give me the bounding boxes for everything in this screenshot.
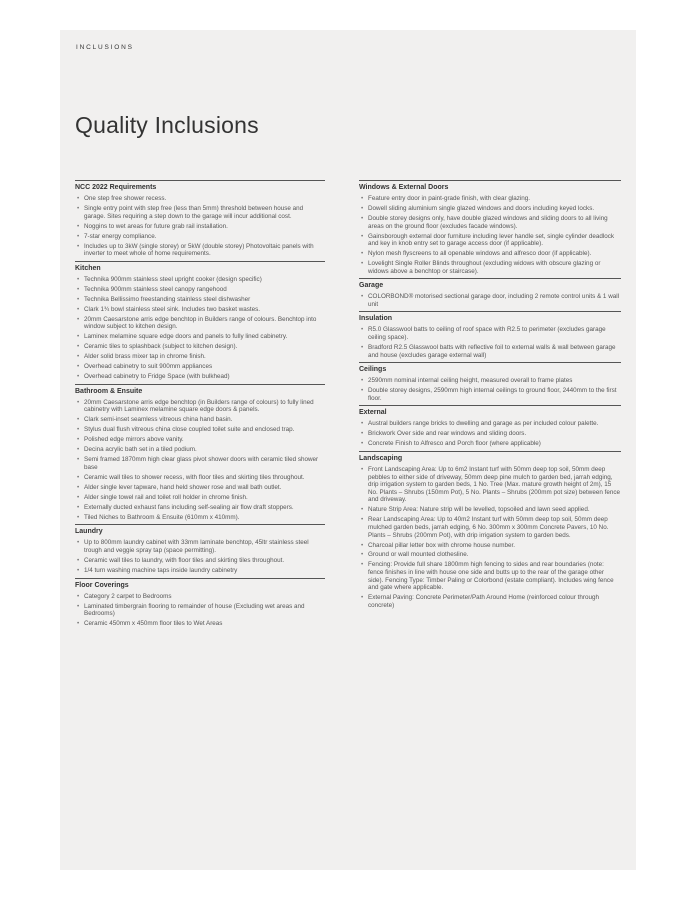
inclusion-item: • Concrete Finish to Alfresco and Porch floor (where applicable): [359, 440, 621, 448]
inclusion-list: [75, 195, 325, 258]
inclusion-item: • Overhead cabinetry to suit 900mm appliances: [75, 363, 325, 371]
section-external: [359, 405, 621, 448]
inclusion-item: • Technika 900mm stainless steel canopy rangehood: [75, 286, 325, 294]
section-heading: NCC 2022 Requirements: [75, 180, 325, 195]
inclusion-item: • Ceramic wall tiles to laundry, with floor tiles and skirting tiles throughout.: [75, 557, 325, 565]
inclusion-item: • 1/4 turn washing machine taps inside laundry cabinetry: [75, 567, 325, 575]
section-landscaping: [359, 451, 621, 609]
inclusion-item: • Externally ducted exhaust fans including self-sealing air flow draft stoppers.: [75, 504, 325, 512]
inclusions-page: [60, 30, 636, 870]
inclusion-item: • Laminex melamine square edge doors and panels to fully lined cabinetry.: [75, 333, 325, 341]
inclusion-list: [359, 377, 621, 402]
inclusion-list: [75, 276, 325, 381]
inclusion-item: • Austral builders range bricks to dwelling and garage as per included colour palette.: [359, 420, 621, 428]
inclusion-item: • Technika 900mm stainless steel upright cooker (design specific): [75, 276, 325, 284]
inclusion-item: • Gainsborough external door furniture including lever handle set, single cylinder deadlock and key in knob entry set to garage access door (if applicable).: [359, 233, 621, 248]
section-garage: [359, 278, 621, 308]
inclusion-list: [75, 399, 325, 522]
inclusion-item: • 20mm Caesarstone arris edge benchtop (in Builders range of colours) to fully lined cabinetry with Laminex melamine square edge doors & panels.: [75, 399, 325, 414]
inclusion-item: • Charcoal pillar letter box with chrome house number.: [359, 542, 621, 550]
inclusion-item: • Up to 800mm laundry cabinet with 33mm laminate benchtop, 45ltr stainless steel trough and veggie spray tap (space permitting).: [75, 539, 325, 554]
inclusion-item: • Bradford R2.5 Glasswool batts with reflective foil to external walls & wall between garage and house (excludes garage external wall): [359, 344, 621, 359]
inclusion-item: • 20mm Caesarstone arris edge benchtop in Builders range of colours. Benchtop into window subject to kitchen design.: [75, 316, 325, 331]
inclusion-item: • Alder single lever tapware, hand held shower rose and wall bath outlet.: [75, 484, 325, 492]
section-laundry: [75, 524, 325, 574]
section-heading: Windows & External Doors: [359, 180, 621, 195]
inclusion-item: • Single entry point with step free (less than 5mm) threshold between house and garage. Sites requiring a step down to the garage will incur additional cost.: [75, 205, 325, 220]
inclusion-item: • Clark semi-inset seamless vitreous china hand basin.: [75, 416, 325, 424]
inclusion-item: • Double storey designs, 2590mm high internal ceilings to ground floor, 2440mm to the first floor.: [359, 387, 621, 402]
inclusion-list: [75, 539, 325, 574]
inclusion-list: [359, 195, 621, 275]
inclusion-item: • Ceramic wall tiles to shower recess, with floor tiles and skirting tiles throughout.: [75, 474, 325, 482]
section-ncc-2022-requirements: [75, 180, 325, 258]
inclusion-item: • Ceramic tiles to splashback (subject to kitchen design).: [75, 343, 325, 351]
page-title: Quality Inclusions: [75, 112, 259, 138]
section-ceilings: [359, 362, 621, 402]
inclusion-item: • COLORBOND® motorised sectional garage door, including 2 remote control units & 1 wall unit: [359, 293, 621, 308]
inclusion-list: [359, 293, 621, 308]
inclusion-item: • Alder solid brass mixer tap in chrome finish.: [75, 353, 325, 361]
inclusion-item: • Ceramic 450mm x 450mm floor tiles to Wet Areas: [75, 620, 325, 628]
inclusion-item: • Alder single towel rail and toilet roll holder in chrome finish.: [75, 494, 325, 502]
section-windows-and-external-doors: [359, 180, 621, 275]
inclusion-list: [75, 593, 325, 628]
inclusion-item: • Includes up to 3kW (single storey) or 5kW (double storey) Photovoltaic panels with inverter to meet whole of home requirements.: [75, 243, 325, 258]
inclusion-item: • Overhead cabinetry to Fridge Space (with bulkhead): [75, 373, 325, 381]
inclusion-item: • Fencing: Provide full share 1800mm high fencing to sides and rear boundaries (note: fence finishes in line with house one side and butts up to the rear of the garage other side). Fencing Type: Timber Paling or Colorbond (estate compliant). Includes wing fence and gate where applicable.: [359, 561, 621, 591]
inclusion-item: • One step free shower recess.: [75, 195, 325, 203]
section-kitchen: [75, 261, 325, 381]
inclusion-item: • Decina acrylic bath set in a tiled podium.: [75, 446, 325, 454]
inclusion-item: • Category 2 carpet to Bedrooms: [75, 593, 325, 601]
section-heading: Ceilings: [359, 362, 621, 377]
inclusion-item: • Polished edge mirrors above vanity.: [75, 436, 325, 444]
right-column: [359, 180, 621, 612]
inclusion-item: • Noggins to wet areas for future grab rail installation.: [75, 223, 325, 231]
inclusion-item: • Rear Landscaping Area: Up to 40m2 Instant turf with 50mm deep top soil, 50mm deep mulched garden beds, jarrah edging, 6 No. 300mm x 300mm Concrete Pavers, 10 No. Plants – Shrubs (200mm Pot), with drip irrigation system to garden beds.: [359, 516, 621, 539]
section-heading: Bathroom & Ensuite: [75, 384, 325, 399]
inclusion-item: • Ground or wall mounted clothesline.: [359, 551, 621, 559]
section-heading: Landscaping: [359, 451, 621, 466]
inclusion-item: • Clark 1¾ bowl stainless steel sink. Includes two basket wastes.: [75, 306, 325, 314]
section-bathroom-and-ensuite: [75, 384, 325, 522]
section-heading: Kitchen: [75, 261, 325, 276]
section-floor-coverings: [75, 578, 325, 628]
inclusion-item: • Feature entry door in paint-grade finish, with clear glazing.: [359, 195, 621, 203]
section-insulation: [359, 311, 621, 359]
inclusion-item: • Dowell sliding aluminium single glazed windows and doors including keyed locks.: [359, 205, 621, 213]
inclusion-item: • R5.0 Glasswool batts to ceiling of roof space with R2.5 to perimeter (excludes garage ceiling space).: [359, 326, 621, 341]
inclusion-item: • Double storey designs only, have double glazed windows and sliding doors to all living areas on the ground floor (excludes facade windows).: [359, 215, 621, 230]
section-heading: Garage: [359, 278, 621, 293]
inclusion-item: • Front Landscaping Area: Up to 6m2 Instant turf with 50mm deep top soil, 50mm deep pebbles to either side of driveway, 50mm deep pine mulch to garden bed, jarrah edging, drip irrigation system to garden beds, 1 No. Tree (Max. mature growth height of 2m), 15 No. Plants – Shrubs (150mm Pot), 5 No. Plants – Shrubs (200mm pot size) between fence and driveway.: [359, 466, 621, 504]
inclusion-item: • Nylon mesh flyscreens to all openable windows and alfresco door (if applicable).: [359, 250, 621, 258]
inclusion-list: [359, 466, 621, 609]
inclusion-item: • Semi framed 1870mm high clear glass pivot shower doors with ceramic tiled shower base: [75, 456, 325, 471]
inclusion-item: • Tiled Niches to Bathroom & Ensuite (610mm x 410mm).: [75, 514, 325, 522]
inclusion-item: • Brickwork Over side and rear windows and sliding doors.: [359, 430, 621, 438]
inclusion-item: • Technika Bellissimo freestanding stainless steel dishwasher: [75, 296, 325, 304]
inclusion-item: • Laminated timbergrain flooring to remainder of house (Excluding wet areas and Bedrooms): [75, 603, 325, 618]
section-heading: Floor Coverings: [75, 578, 325, 593]
inclusion-list: [359, 326, 621, 359]
inclusion-item: • 7-star energy compliance.: [75, 233, 325, 241]
inclusion-item: • Stylus dual flush vitreous china close coupled toilet suite and enclosed trap.: [75, 426, 325, 434]
inclusion-item: • 2590mm nominal internal ceiling height, measured overall to frame plates: [359, 377, 621, 385]
inclusion-item: • Nature Strip Area: Nature strip will be levelled, topsoiled and lawn seed applied.: [359, 506, 621, 514]
section-heading: Laundry: [75, 524, 325, 539]
inclusion-item: • Lovelight Single Roller Blinds throughout (excluding widows with obscure glazing or widows above a benchtop or staircase).: [359, 260, 621, 275]
section-heading: Insulation: [359, 311, 621, 326]
section-heading: External: [359, 405, 621, 420]
inclusion-list: [359, 420, 621, 448]
left-column: [75, 180, 325, 631]
inclusion-item: • External Paving: Concrete Perimeter/Path Around Home (reinforced colour through concrete): [359, 594, 621, 609]
section-eyebrow: INCLUSIONS: [76, 44, 134, 51]
